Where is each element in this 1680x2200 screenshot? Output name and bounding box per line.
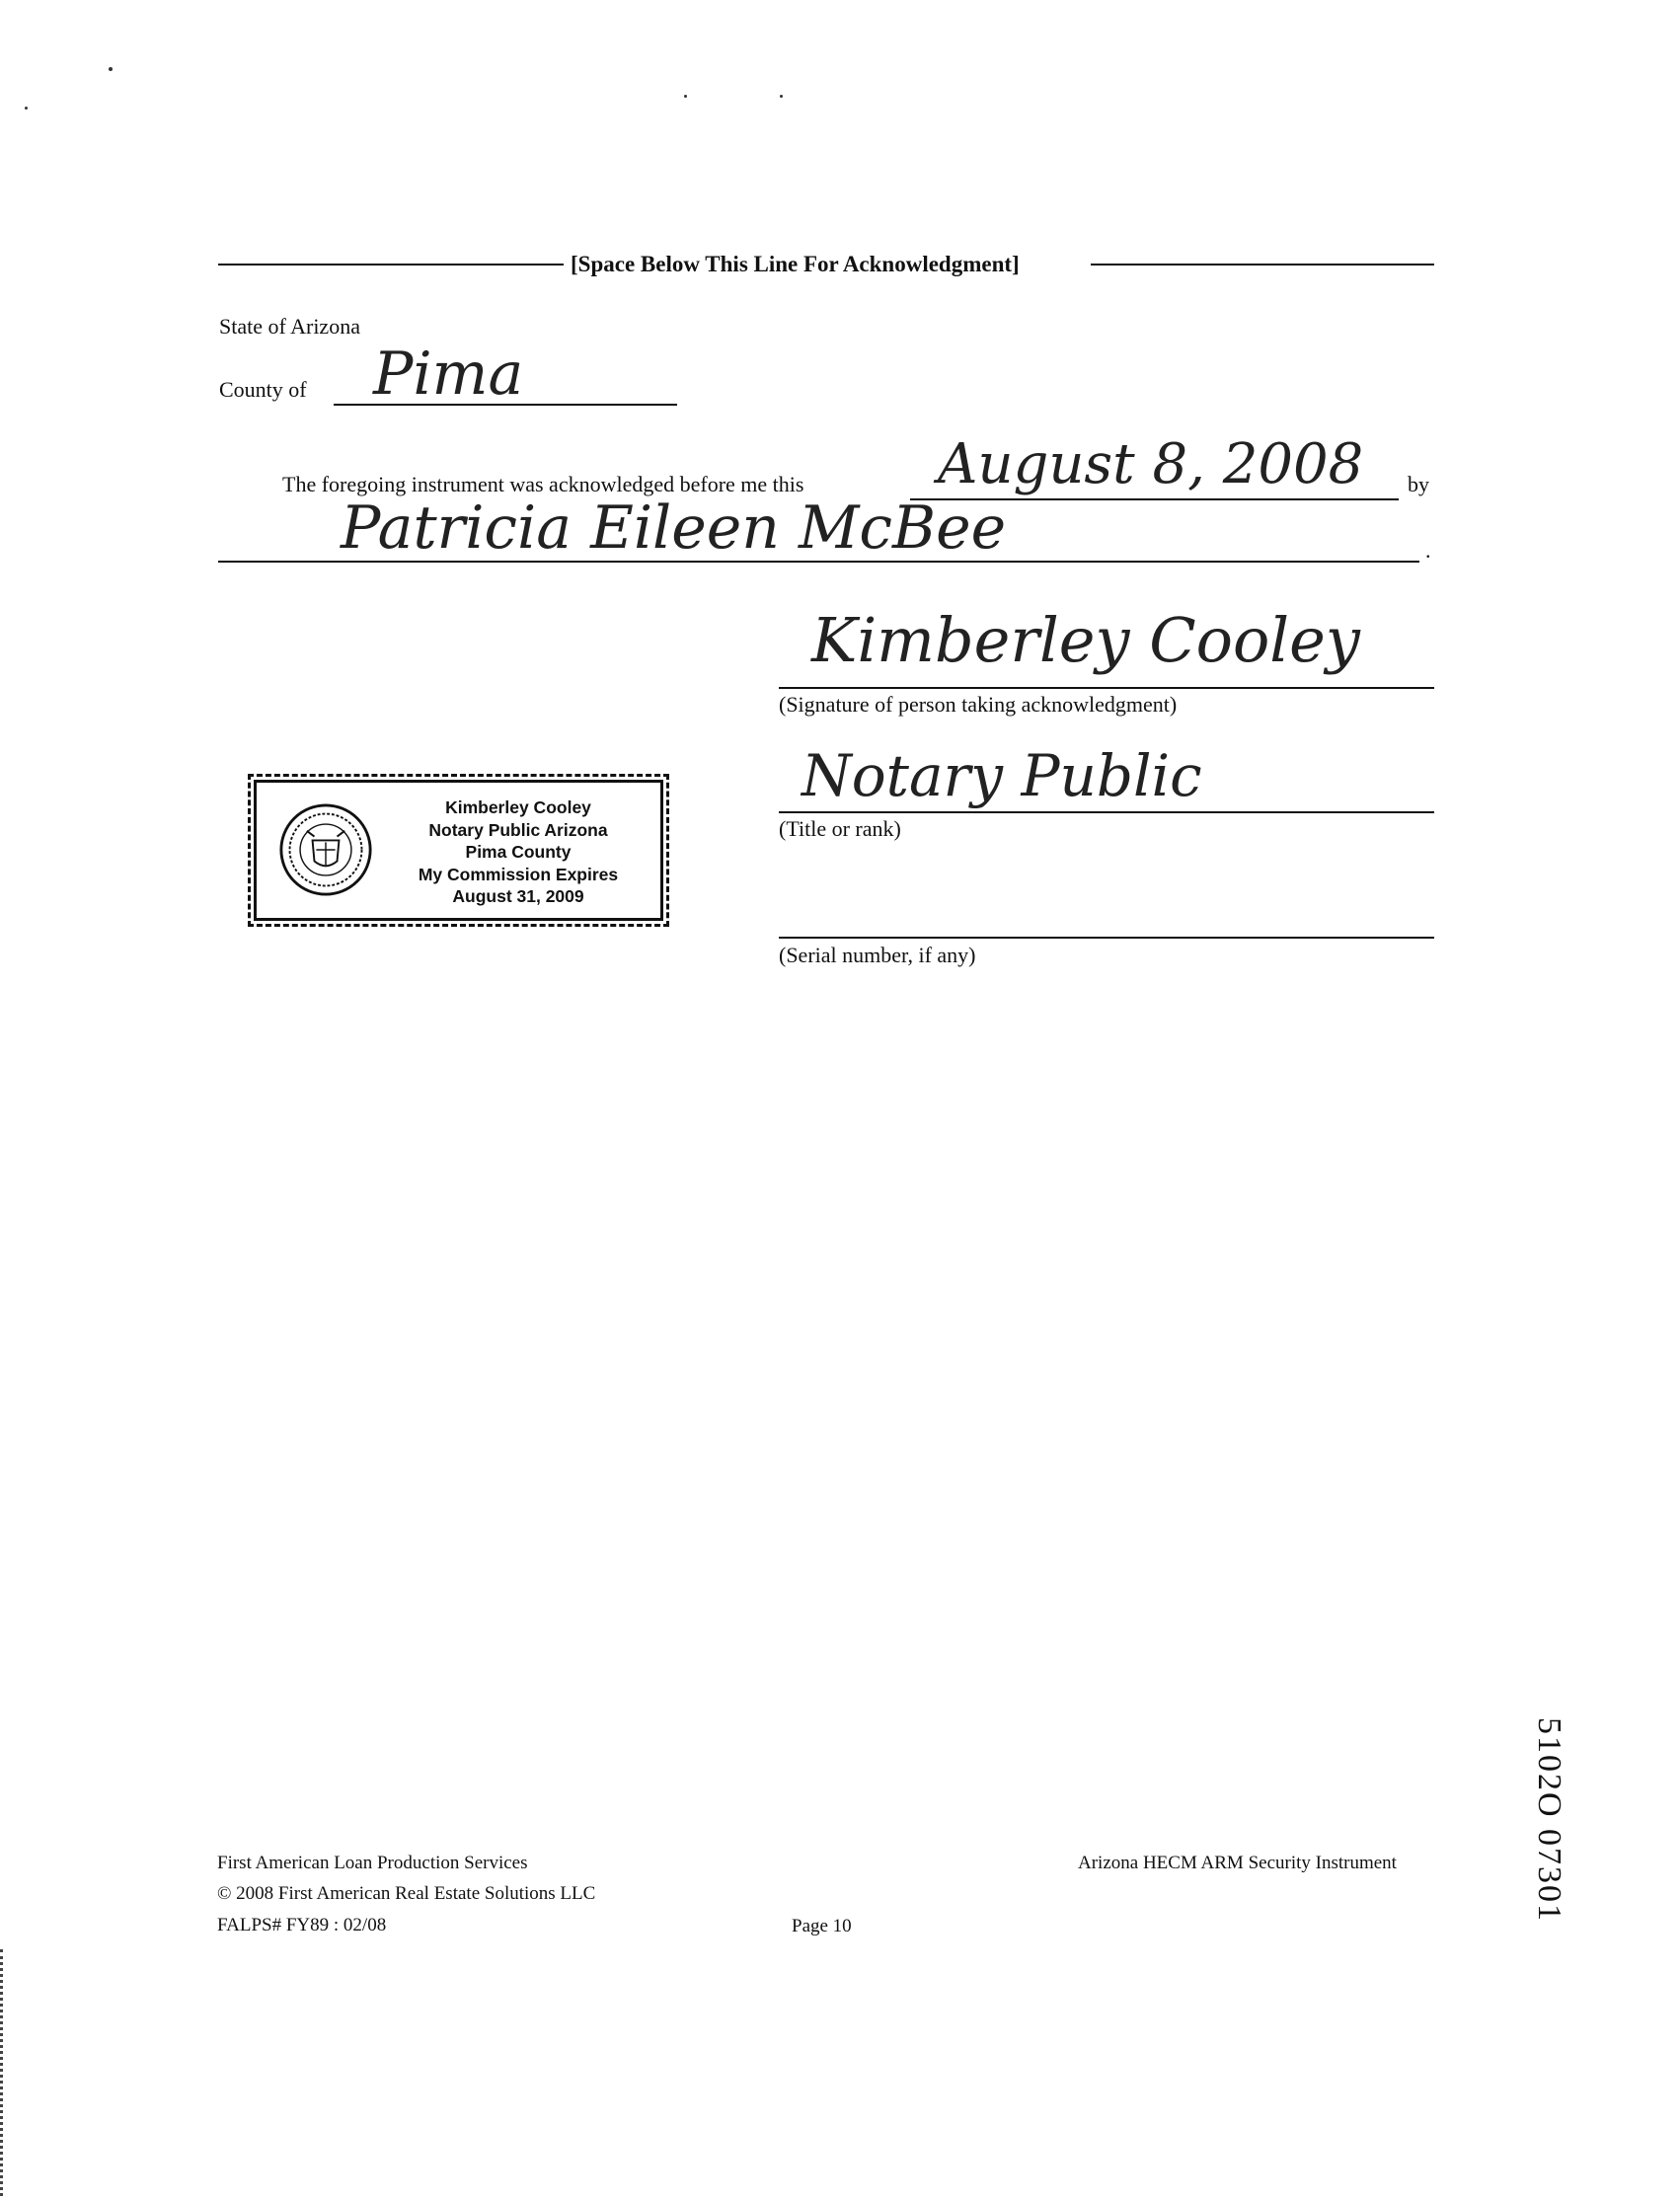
scan-speck xyxy=(25,107,28,110)
county-label: County of xyxy=(219,377,307,402)
title-handwritten: Notary Public xyxy=(802,742,1202,809)
heading-rule-left xyxy=(218,264,564,266)
by-label: by xyxy=(1408,472,1429,496)
serial-rule xyxy=(779,937,1434,939)
stamp-line: My Commission Expires xyxy=(418,864,619,884)
scan-edge-mark xyxy=(0,1949,6,2196)
title-rule xyxy=(779,811,1434,813)
acknowledgment-text: The foregoing instrument was acknowledged before me this xyxy=(282,472,804,496)
title-label: (Title or rank) xyxy=(779,816,901,841)
stamp-line: August 31, 2009 xyxy=(452,886,584,906)
footer-form-number: FALPS# FY89 : 02/08 xyxy=(217,1915,387,1935)
side-document-number: 5102O 07301 xyxy=(1531,1717,1567,1924)
stamp-line: Pima County xyxy=(465,842,572,862)
notary-stamp xyxy=(254,780,663,921)
state-line: State of Arizona xyxy=(219,314,360,339)
scan-speck xyxy=(780,95,783,98)
scan-speck xyxy=(109,67,113,71)
county-handwritten: Pima xyxy=(373,340,524,409)
footer-form-title: Arizona HECM ARM Security Instrument xyxy=(1078,1853,1397,1873)
footer-page-number: Page 10 xyxy=(792,1916,852,1936)
date-handwritten: August 8, 2008 xyxy=(938,432,1364,496)
footer-copyright: © 2008 First American Real Estate Solutions LLC xyxy=(217,1883,596,1904)
state-seal-icon xyxy=(278,802,373,897)
footer-company: First American Loan Production Services xyxy=(217,1853,528,1873)
acknowledgment-heading: [Space Below This Line For Acknowledgment] xyxy=(571,252,1020,276)
stamp-line: Kimberley Cooley xyxy=(445,797,591,817)
end-period: . xyxy=(1425,538,1431,563)
heading-rule-right xyxy=(1091,264,1434,266)
signature-rule xyxy=(779,687,1434,689)
serial-label: (Serial number, if any) xyxy=(779,943,976,967)
signature-handwritten: Kimberley Cooley xyxy=(811,604,1360,676)
signature-label: (Signature of person taking acknowledgment) xyxy=(779,692,1178,717)
stamp-line: Notary Public Arizona xyxy=(428,819,608,840)
scan-speck xyxy=(684,95,687,98)
stamp-text xyxy=(380,797,656,908)
person-handwritten: Patricia Eileen McBee xyxy=(341,493,1007,563)
